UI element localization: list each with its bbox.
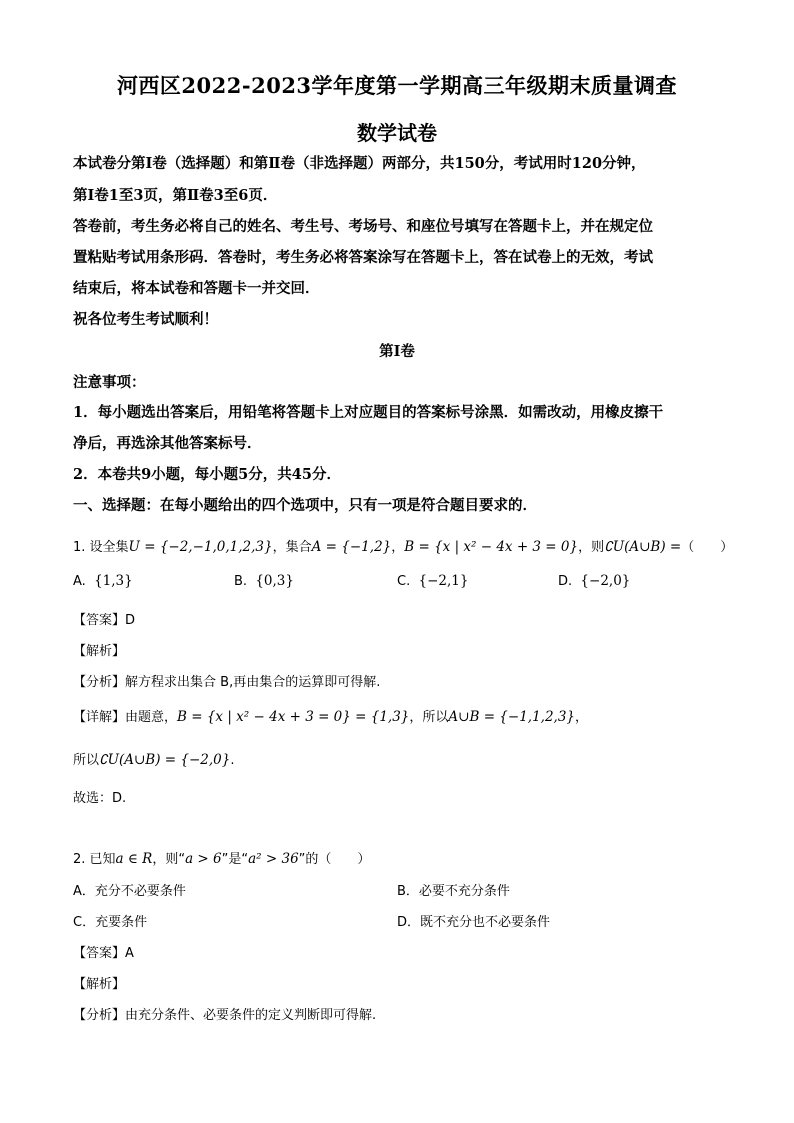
q2-answer-value: A bbox=[125, 946, 134, 961]
q1-xiangjie-text-3: ， bbox=[575, 710, 589, 725]
intro-line-1: 本试卷分第Ⅰ卷（选择题）和第Ⅱ卷（非选择题）两部分，共150分，考试用时120分钟， bbox=[73, 155, 646, 172]
q1-option-c bbox=[397, 573, 468, 589]
page-title: 河西区2022-2023学年度第一学期高三年级期末质量调查 bbox=[116, 73, 678, 98]
q2-stem-text-2: ，则“ bbox=[152, 852, 186, 867]
notice-heading: 注意事项： bbox=[73, 374, 146, 391]
q2-answer bbox=[73, 942, 134, 961]
q1-option-d-value: {−2,0} bbox=[580, 573, 631, 589]
q2-math-2: a > 6 bbox=[185, 851, 222, 867]
intro-line-2: 第Ⅰ卷1至3页，第Ⅱ卷3至6页． bbox=[73, 187, 278, 204]
section-title: 第Ⅰ卷 bbox=[379, 343, 415, 360]
intro-line-4: 置粘贴考试用条形码．答卷时，考生务必将答案涂写在答题卡上，答在试卷上的无效，考试 bbox=[73, 249, 653, 266]
q1-conclusion-end: . bbox=[230, 753, 235, 768]
q1-stem-text-3: ，则 bbox=[578, 540, 605, 555]
notice-item-1b: 净后，再选涂其他答案标号． bbox=[73, 435, 262, 452]
q2-stem bbox=[73, 848, 370, 867]
q1-option-a-label: A. bbox=[73, 574, 86, 589]
notice-item-2: 2．本卷共9小题，每小题5分，共45分． bbox=[73, 466, 341, 483]
q1-xiangjie-text-2: ，所以 bbox=[409, 710, 449, 725]
q1-set-b: B = {x | x² − 4x + 3 = 0} bbox=[404, 539, 579, 555]
q1-option-b-label: B. bbox=[234, 574, 248, 589]
q2-math-1: a ∈ R bbox=[115, 851, 153, 867]
q1-xiangjie-tag: 【详解】 bbox=[73, 710, 126, 725]
q1-option-d bbox=[558, 573, 630, 589]
q1-option-c-label: C. bbox=[397, 574, 411, 589]
intro-line-6: 祝各位考生考试顺利！ bbox=[73, 311, 218, 328]
intro-line-3: 答卷前，考生务必将自己的姓名、考生号、考场号、和座位号填写在答题卡上，并在规定位 bbox=[73, 218, 653, 235]
q2-fenxi-text: 由充分条件、必要条件的定义判断即可得解. bbox=[125, 1008, 377, 1023]
q1-stem bbox=[73, 536, 733, 555]
q2-stem-text-3: ”是“ bbox=[221, 852, 249, 867]
q1-xiangjie bbox=[73, 706, 588, 725]
q1-fenxi-tag: 【分析】 bbox=[73, 675, 126, 690]
q2-option-a: A．充分不必要条件 bbox=[73, 884, 186, 899]
q1-option-b bbox=[234, 573, 294, 589]
q1-answer-paren: （ ） bbox=[681, 540, 734, 555]
q1-option-a bbox=[73, 573, 133, 589]
q1-analysis-tag: 【解析】 bbox=[73, 644, 126, 659]
q1-set-u: U = {−2,−1,0,1,2,3} bbox=[128, 539, 273, 555]
q1-option-a-value: {1,3} bbox=[94, 573, 133, 589]
q2-analysis-tag: 【解析】 bbox=[73, 977, 126, 992]
q2-option-d: D．既不充分也不必要条件 bbox=[397, 915, 551, 930]
q1-option-b-value: {0,3} bbox=[255, 573, 294, 589]
q1-set-a: A = {−1,2} bbox=[311, 539, 392, 555]
q2-answer-tag: 【答案】 bbox=[73, 946, 126, 961]
q1-choice: 故选：D. bbox=[73, 791, 127, 806]
q2-fenxi bbox=[73, 1004, 376, 1023]
q1-answer-value: D bbox=[125, 613, 136, 628]
q1-option-d-label: D. bbox=[558, 574, 573, 589]
intro-line-5: 结束后，将本试卷和答题卡一并交回． bbox=[73, 280, 320, 297]
q1-conclusion-text: 所以 bbox=[73, 753, 100, 768]
q2-math-3: a² > 36 bbox=[248, 851, 299, 867]
q1-conclusion bbox=[73, 749, 235, 768]
q1-option-c-value: {−2,1} bbox=[418, 573, 469, 589]
page-subtitle: 数学试卷 bbox=[357, 121, 437, 145]
q1-sep: ， bbox=[391, 540, 405, 555]
notice-item-1a: 1．每小题选出答案后，用铅笔将答题卡上对应题目的答案标号涂黑．如需改动，用橡皮擦干 bbox=[73, 404, 664, 421]
part-heading: 一、选择题：在每小题给出的四个选项中，只有一项是符合题目要求的． bbox=[73, 497, 537, 514]
q1-fenxi-text: 解方程求出集合 B,再由集合的运算即可得解. bbox=[125, 675, 381, 690]
q1-xiangjie-text: 由题意， bbox=[125, 710, 178, 725]
q1-xiangjie-math-2: A∪B = {−1,1,2,3} bbox=[448, 709, 576, 725]
q1-xiangjie-math: B = {x | x² − 4x + 3 = 0} = {1,3} bbox=[177, 709, 410, 725]
q1-answer-tag: 【答案】 bbox=[73, 613, 126, 628]
q1-stem-text-2: ，集合 bbox=[272, 540, 312, 555]
q1-answer bbox=[73, 609, 135, 628]
q1-expression: ∁U(A∪B) = bbox=[604, 539, 682, 555]
q1-fenxi bbox=[73, 671, 380, 690]
q2-option-c: C．充要条件 bbox=[73, 915, 148, 930]
q2-stem-text-4: ”的（ ） bbox=[298, 852, 371, 867]
q1-stem-text: 1. 设全集 bbox=[73, 540, 129, 555]
q2-option-b: B．必要不充分条件 bbox=[397, 884, 510, 899]
q1-conclusion-math: ∁U(A∪B) = {−2,0} bbox=[99, 752, 231, 768]
q2-stem-text: 2. 已知 bbox=[73, 852, 116, 867]
q2-fenxi-tag: 【分析】 bbox=[73, 1008, 126, 1023]
